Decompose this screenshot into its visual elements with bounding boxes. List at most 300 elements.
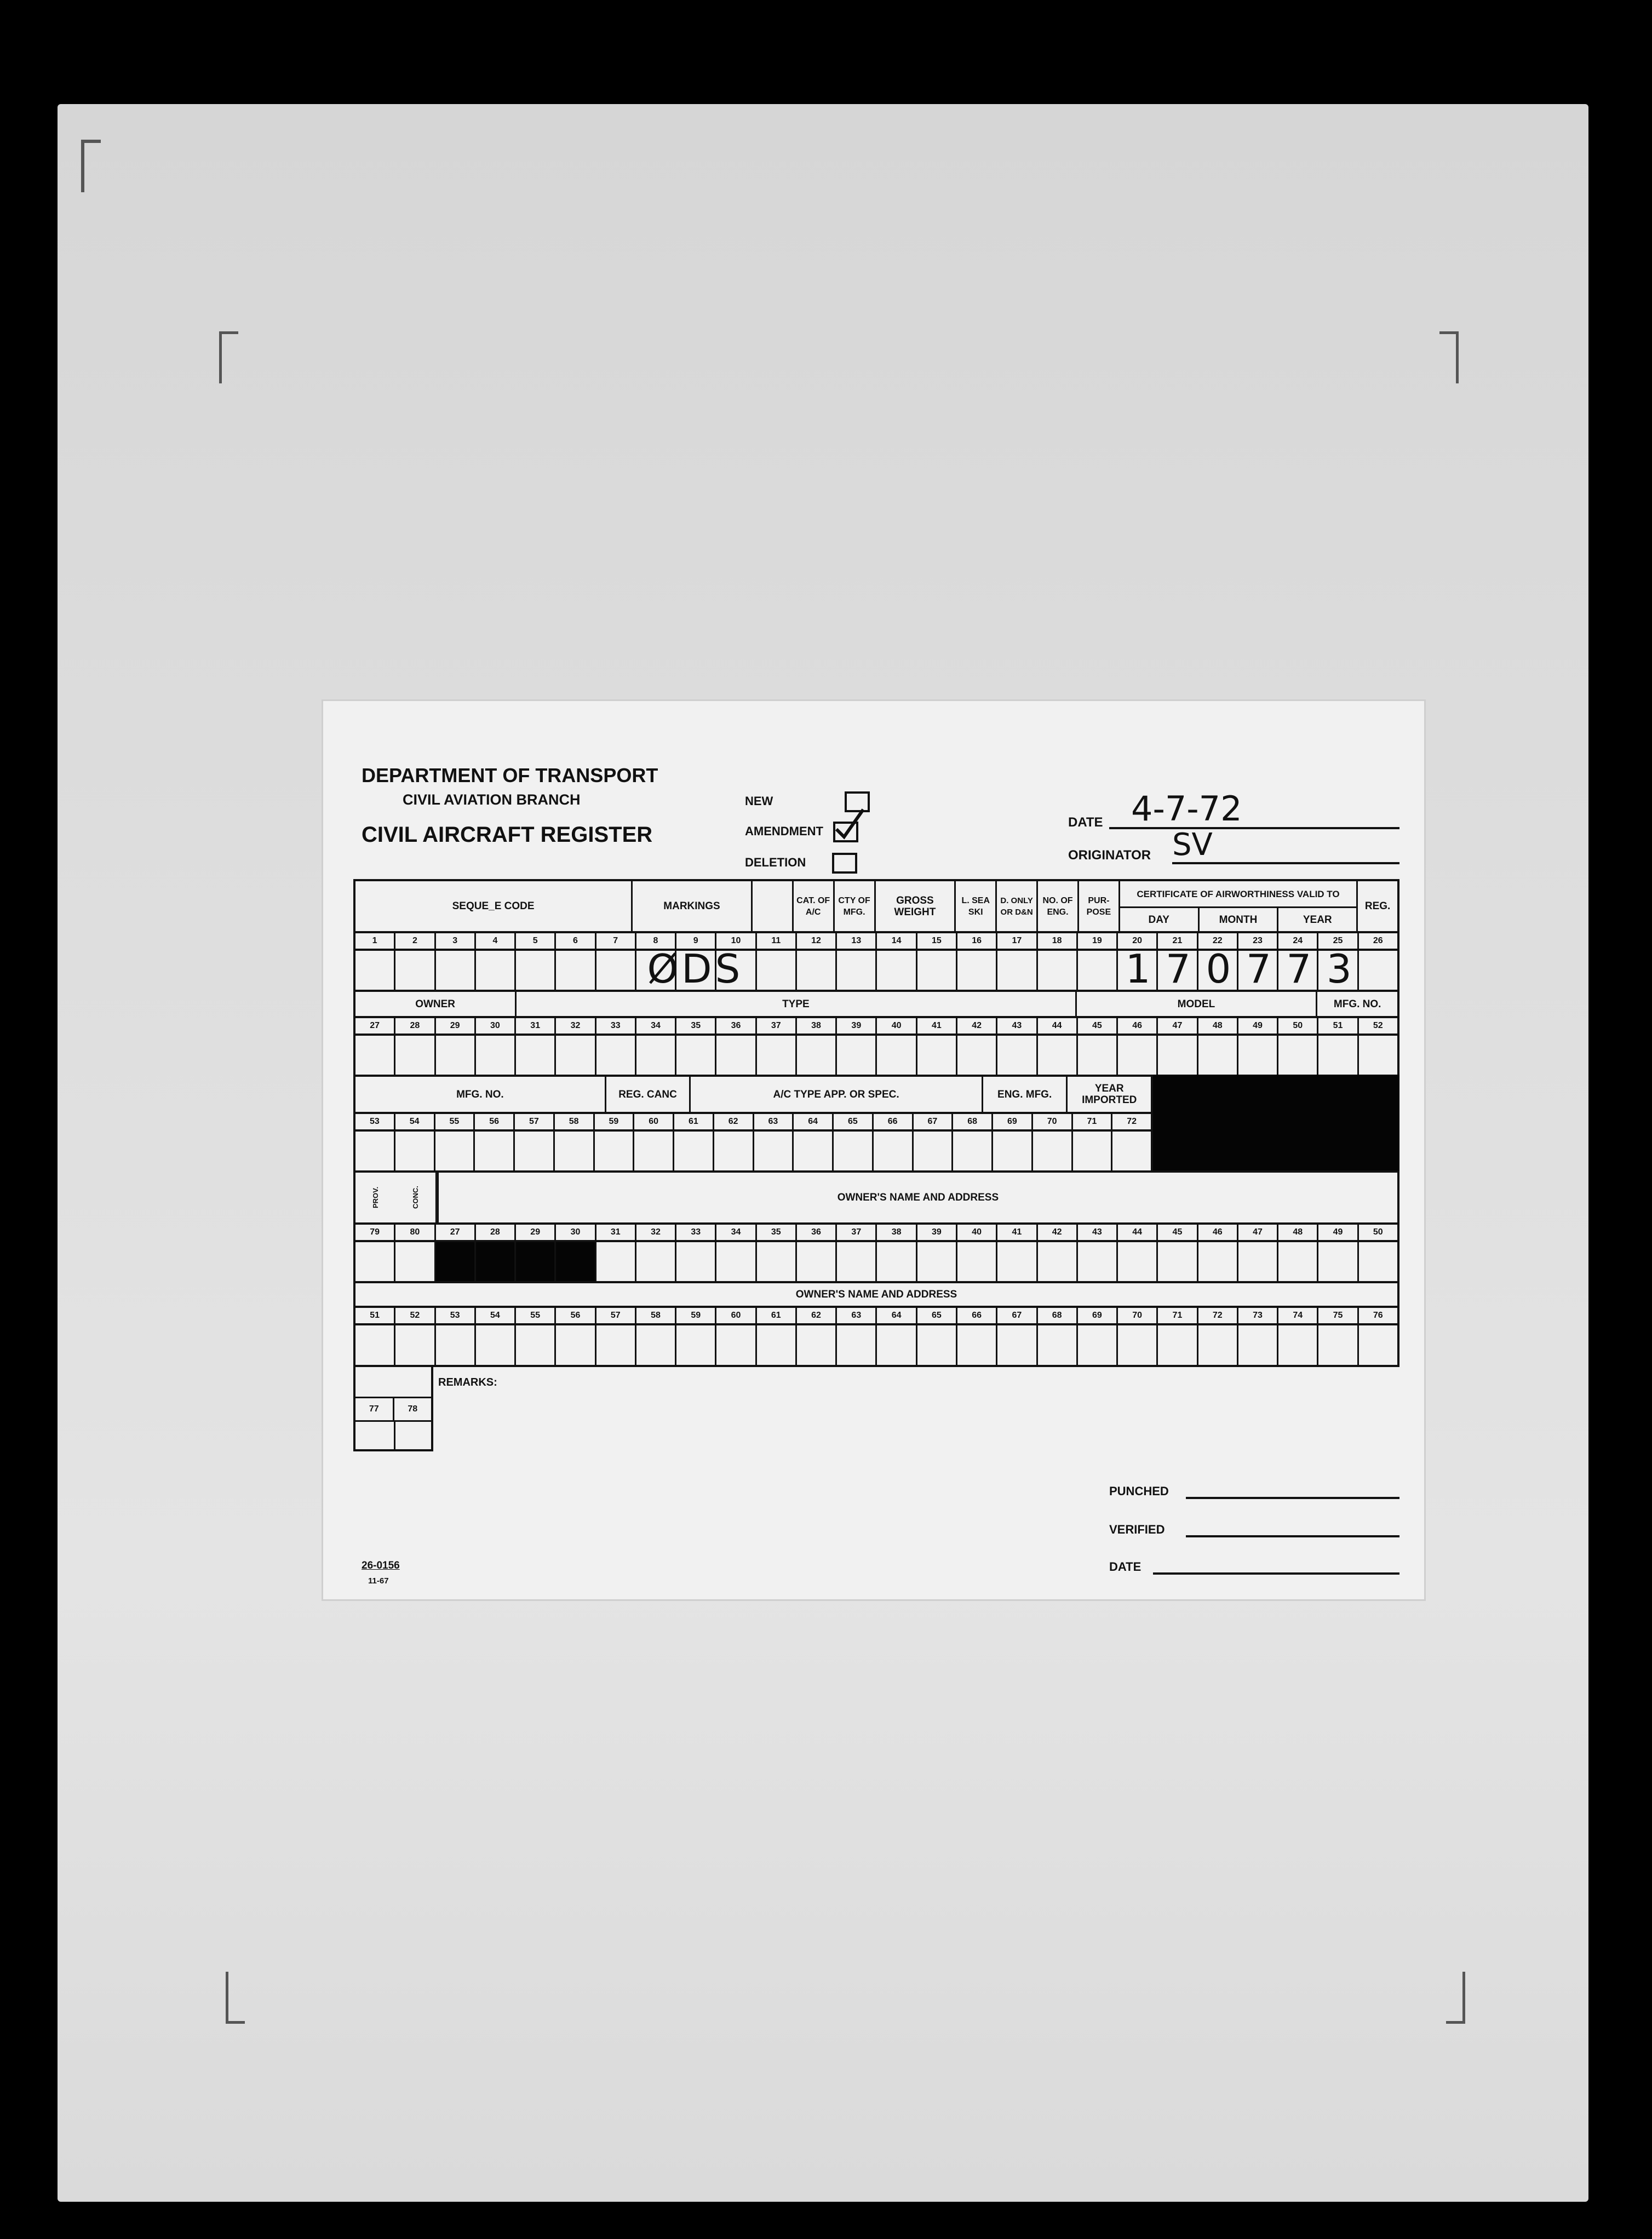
col-number-38: 38	[795, 1018, 835, 1034]
col-number-32: 32	[554, 1018, 594, 1034]
col-number-40: 40	[875, 1018, 915, 1034]
blacked-out-block	[1153, 1075, 1399, 1170]
punched-line[interactable]	[1186, 1482, 1399, 1499]
col-number-43: 43	[1076, 1225, 1116, 1240]
row4-entry-18[interactable]	[1036, 1242, 1076, 1281]
row3-entry-20[interactable]	[1111, 1132, 1151, 1170]
purpose-header: PUR-POSE	[1077, 881, 1118, 931]
remarks-num-77: 77	[369, 1404, 379, 1414]
row5-entry-9[interactable]	[675, 1325, 715, 1365]
date2-line[interactable]	[1153, 1557, 1399, 1575]
col-number-45: 45	[1156, 1225, 1196, 1240]
col-number-10: 10	[715, 933, 755, 949]
col-number-29: 29	[514, 1225, 554, 1240]
month-header: MONTH	[1198, 908, 1277, 931]
row2-entry-13[interactable]	[835, 1036, 875, 1075]
col-number-33: 33	[675, 1225, 715, 1240]
row5-entry-3[interactable]	[434, 1325, 474, 1365]
row2-entry-22[interactable]	[1197, 1036, 1237, 1075]
col-number-12: 12	[795, 933, 835, 949]
form-date: 11-67	[368, 1576, 389, 1586]
col-number-32: 32	[635, 1225, 675, 1240]
row5-entry-26[interactable]	[1357, 1325, 1397, 1365]
col-number-39: 39	[916, 1225, 956, 1240]
col-number-79: 79	[370, 1227, 380, 1237]
row2-entry-17[interactable]	[996, 1036, 1036, 1075]
row5-entry-25[interactable]	[1317, 1325, 1357, 1365]
certificate-digit: 7	[1286, 946, 1312, 992]
col-number-54: 54	[474, 1308, 514, 1323]
col-number-42: 42	[1036, 1225, 1076, 1240]
row2-entry-24[interactable]	[1277, 1036, 1317, 1075]
col-number-63: 63	[753, 1114, 793, 1129]
row2-entry-20[interactable]	[1116, 1036, 1156, 1075]
row3-entry-19[interactable]	[1071, 1132, 1111, 1170]
row2-entry-3[interactable]	[434, 1036, 474, 1075]
no-eng-header: NO. OF ENG.	[1036, 881, 1077, 931]
row2-entry-7[interactable]	[595, 1036, 635, 1075]
col-number-54: 54	[394, 1114, 434, 1129]
sequence-code-header: SEQUE_E CODE	[452, 900, 535, 912]
col-number-25: 25	[1317, 933, 1357, 949]
col-number-69: 69	[1076, 1308, 1116, 1323]
col-number-36: 36	[795, 1225, 835, 1240]
col-number-58: 58	[635, 1308, 675, 1323]
row2-entry-8[interactable]	[635, 1036, 675, 1075]
row4-entry-8[interactable]	[635, 1242, 675, 1281]
certificate-title: CERTIFICATE OF AIRWORTHINESS VALID TO	[1120, 881, 1356, 908]
row3-entry-18[interactable]	[1031, 1132, 1071, 1170]
col-number-61: 61	[673, 1114, 713, 1129]
col-number-43: 43	[996, 1018, 1036, 1034]
col-number-27: 27	[434, 1225, 474, 1240]
row1-entry-11[interactable]	[755, 951, 795, 990]
row3-entry-4[interactable]	[473, 1132, 513, 1170]
row4-entry-7[interactable]	[595, 1242, 635, 1281]
row3-entry-12[interactable]	[792, 1132, 832, 1170]
col-number-56: 56	[554, 1308, 594, 1323]
col-number-51: 51	[1317, 1018, 1357, 1034]
row1-entry-3[interactable]	[434, 951, 474, 990]
row1-entry-19[interactable]	[1076, 951, 1116, 990]
col-number-35: 35	[675, 1018, 715, 1034]
col-number-46: 46	[1197, 1225, 1237, 1240]
row4-entry-11[interactable]	[755, 1242, 795, 1281]
row4-entry-3[interactable]	[434, 1242, 474, 1281]
row2-entries	[353, 1034, 1399, 1075]
row5-entry-6[interactable]	[554, 1325, 594, 1365]
col-number-44: 44	[1116, 1225, 1156, 1240]
row4-entry-4[interactable]	[474, 1242, 514, 1281]
deletion-checkbox-row[interactable]	[745, 853, 857, 874]
col-number-37: 37	[835, 1225, 875, 1240]
amendment-label: AMENDMENT	[745, 824, 823, 838]
certificate-value	[1118, 946, 1360, 992]
new-label: NEW	[745, 794, 773, 808]
amendment-checkbox-row[interactable]	[745, 822, 858, 842]
col-number-46: 46	[1116, 1018, 1156, 1034]
row3-entry-17[interactable]	[991, 1132, 1031, 1170]
col-number-18: 18	[1036, 933, 1076, 949]
col-number-64: 64	[875, 1308, 915, 1323]
col-number-60: 60	[633, 1114, 673, 1129]
col-number-28: 28	[474, 1225, 514, 1240]
row1-entry-26[interactable]	[1357, 951, 1397, 990]
row1-entry-5[interactable]	[514, 951, 554, 990]
col-number-47: 47	[1237, 1225, 1277, 1240]
row4-entry-9[interactable]	[675, 1242, 715, 1281]
register-grid	[353, 879, 1399, 1451]
row5-entry-11[interactable]	[755, 1325, 795, 1365]
crop-mark-inner-bottom-left	[226, 1972, 245, 2024]
col-number-55: 55	[514, 1308, 554, 1323]
eng-mfg-header: ENG. MFG.	[982, 1077, 1066, 1112]
row4-entry-16[interactable]	[956, 1242, 996, 1281]
row5-entry-23[interactable]	[1237, 1325, 1277, 1365]
col-number-50: 50	[1277, 1018, 1317, 1034]
row4-entry-22[interactable]	[1197, 1242, 1237, 1281]
col-number-2: 2	[394, 933, 434, 949]
col-number-20: 20	[1116, 933, 1156, 949]
row3-entry-3[interactable]	[434, 1132, 474, 1170]
col-number-4: 4	[474, 933, 514, 949]
col-number-3: 3	[434, 933, 474, 949]
row4-entry-19[interactable]	[1076, 1242, 1116, 1281]
originator-label: ORIGINATOR	[1068, 848, 1151, 863]
row3-entry-2[interactable]	[394, 1132, 434, 1170]
col-number-17: 17	[996, 933, 1036, 949]
col-number-26: 26	[1357, 933, 1397, 949]
col-number-7: 7	[595, 933, 635, 949]
row2-entry-23[interactable]	[1237, 1036, 1277, 1075]
row4-entry-21[interactable]	[1156, 1242, 1196, 1281]
col-number-27: 27	[370, 1021, 380, 1030]
col-number-59: 59	[675, 1308, 715, 1323]
row2-entry-19[interactable]	[1076, 1036, 1116, 1075]
row5-entry-7[interactable]	[595, 1325, 635, 1365]
row5-entry-16[interactable]	[956, 1325, 996, 1365]
gross-weight-header: GROSS WEIGHT	[874, 881, 955, 931]
row3-entry-5[interactable]	[513, 1132, 553, 1170]
row1-entry-17[interactable]	[996, 951, 1036, 990]
row3-entry-16[interactable]	[951, 1132, 991, 1170]
row2-entry-4[interactable]	[474, 1036, 514, 1075]
col-number-59: 59	[593, 1114, 633, 1129]
row2-entry-12[interactable]	[795, 1036, 835, 1075]
row2-entry-9[interactable]	[675, 1036, 715, 1075]
row5-entry-20[interactable]	[1116, 1325, 1156, 1365]
col-number-52: 52	[394, 1308, 434, 1323]
row5-entry-5[interactable]	[514, 1325, 554, 1365]
row5-entry-15[interactable]	[916, 1325, 956, 1365]
col-number-48: 48	[1277, 1225, 1317, 1240]
row1-entry-16[interactable]	[956, 951, 996, 990]
row5-entry-1[interactable]	[355, 1325, 394, 1365]
branch-title: CIVIL AVIATION BRANCH	[403, 791, 581, 808]
col-number-33: 33	[595, 1018, 635, 1034]
col-number-70: 70	[1031, 1114, 1071, 1129]
col-number-6: 6	[554, 933, 594, 949]
row4-entry-17[interactable]	[996, 1242, 1036, 1281]
row4-entry-20[interactable]	[1116, 1242, 1156, 1281]
col-number-19: 19	[1076, 933, 1116, 949]
col-number-71: 71	[1071, 1114, 1111, 1129]
col-number-65: 65	[832, 1114, 872, 1129]
col-number-72: 72	[1197, 1308, 1237, 1323]
day-night-header: D. ONLY OR D&N	[995, 881, 1036, 931]
col-number-63: 63	[835, 1308, 875, 1323]
col-number-38: 38	[875, 1225, 915, 1240]
row4-entry-23[interactable]	[1237, 1242, 1277, 1281]
year-header: YEAR	[1277, 908, 1356, 931]
row3-entry-11[interactable]	[753, 1132, 793, 1170]
col-number-55: 55	[434, 1114, 474, 1129]
col-number-66: 66	[956, 1308, 996, 1323]
col-number-24: 24	[1277, 933, 1317, 949]
col-number-71: 71	[1156, 1308, 1196, 1323]
markings-header: MARKINGS	[631, 881, 751, 931]
col-number-13: 13	[835, 933, 875, 949]
crop-mark-top-left	[81, 140, 101, 192]
year-imported-header: YEAR IMPORTED	[1066, 1077, 1151, 1112]
row2-entry-11[interactable]	[755, 1036, 795, 1075]
col-number-76: 76	[1357, 1308, 1397, 1323]
col-number-67: 67	[996, 1308, 1036, 1323]
row4-entry-25[interactable]	[1317, 1242, 1357, 1281]
row3-numbers	[353, 1112, 1153, 1129]
verified-line[interactable]	[1186, 1520, 1399, 1537]
col-number-31: 31	[595, 1225, 635, 1240]
remarks-label: REMARKS:	[438, 1376, 497, 1388]
col-number-39: 39	[835, 1018, 875, 1034]
col-number-11: 11	[755, 933, 795, 949]
remarks-numbers	[355, 1397, 431, 1422]
row3-entry-6[interactable]	[553, 1132, 593, 1170]
owner-name-address-header: OWNER'S NAME AND ADDRESS	[437, 1173, 1397, 1222]
col-number-65: 65	[916, 1308, 956, 1323]
col-number-5: 5	[514, 933, 554, 949]
row4-entries	[353, 1240, 1399, 1281]
amendment-checkbox[interactable]	[833, 822, 858, 842]
row2-entry-15[interactable]	[916, 1036, 956, 1075]
row1-entry-2[interactable]	[394, 951, 434, 990]
row1-entry-6[interactable]	[554, 951, 594, 990]
owner-name-address-header-2: OWNER'S NAME AND ADDRESS	[795, 1289, 957, 1300]
row1-entry-15[interactable]	[916, 951, 956, 990]
row4-entry-6[interactable]	[554, 1242, 594, 1281]
col-number-14: 14	[875, 933, 915, 949]
col-number-41: 41	[916, 1018, 956, 1034]
row5-entry-17[interactable]	[996, 1325, 1036, 1365]
row2-entry-2[interactable]	[394, 1036, 434, 1075]
certificate-subheaders	[1120, 908, 1356, 931]
col-number-75: 75	[1317, 1308, 1357, 1323]
model-header: MODEL	[1075, 992, 1316, 1016]
col-number-51: 51	[370, 1311, 380, 1320]
row2-entry-26[interactable]	[1357, 1036, 1397, 1075]
row3-entry-14[interactable]	[872, 1132, 912, 1170]
certificate-digit: 1	[1125, 946, 1151, 992]
col-number-60: 60	[715, 1308, 755, 1323]
row4-numbers	[353, 1222, 1399, 1240]
row2-entry-1[interactable]	[355, 1036, 394, 1075]
row3-header	[353, 1075, 1153, 1112]
row5-header	[353, 1281, 1399, 1306]
col-number-28: 28	[394, 1018, 434, 1034]
certificate-digit: 7	[1166, 946, 1191, 992]
col-number-49: 49	[1237, 1018, 1277, 1034]
row3-entry-10[interactable]	[713, 1132, 753, 1170]
col-number-29: 29	[434, 1018, 474, 1034]
row4-entry-5[interactable]	[514, 1242, 554, 1281]
row5-entry-21[interactable]	[1156, 1325, 1196, 1365]
punched-label: PUNCHED	[1109, 1484, 1169, 1498]
row4-entry-15[interactable]	[916, 1242, 956, 1281]
row3-entry-15[interactable]	[912, 1132, 952, 1170]
form-number: 26-0156	[362, 1560, 400, 1571]
row2-entry-21[interactable]	[1156, 1036, 1196, 1075]
row2-entry-5[interactable]	[514, 1036, 554, 1075]
blank-header-11	[751, 881, 792, 931]
col-number-53: 53	[434, 1308, 474, 1323]
col-number-68: 68	[951, 1114, 991, 1129]
col-number-62: 62	[713, 1114, 753, 1129]
col-number-58: 58	[553, 1114, 593, 1129]
col-number-37: 37	[755, 1018, 795, 1034]
row1-entry-7[interactable]	[595, 951, 635, 990]
col-number-8: 8	[635, 933, 675, 949]
date-label: DATE	[1068, 815, 1103, 830]
row3-entry-7[interactable]	[593, 1132, 633, 1170]
col-number-62: 62	[795, 1308, 835, 1323]
col-number-41: 41	[996, 1225, 1036, 1240]
row4-entry-14[interactable]	[875, 1242, 915, 1281]
reg-header: REG.	[1356, 881, 1397, 931]
row5-entry-8[interactable]	[635, 1325, 675, 1365]
col-number-49: 49	[1317, 1225, 1357, 1240]
row3-entry-1[interactable]	[355, 1132, 394, 1170]
row2-entry-25[interactable]	[1317, 1036, 1357, 1075]
col-number-56: 56	[473, 1114, 513, 1129]
row3-entries	[353, 1129, 1153, 1170]
mfg-no-header-2: MFG. NO.	[456, 1088, 504, 1100]
row2-header	[353, 990, 1399, 1016]
sea-ski-header: L. SEA SKI	[954, 881, 995, 931]
row2-entry-14[interactable]	[875, 1036, 915, 1075]
row3-entry-13[interactable]	[832, 1132, 872, 1170]
col-number-72: 72	[1111, 1114, 1151, 1129]
row2-entry-6[interactable]	[554, 1036, 594, 1075]
remarks-num-78: 78	[393, 1398, 432, 1420]
department-title: DEPARTMENT OF TRANSPORT	[362, 764, 658, 786]
row4-entry-2[interactable]	[394, 1242, 434, 1281]
row4-header	[353, 1170, 1399, 1222]
row1-entry-1[interactable]	[355, 951, 394, 990]
conc-header: CONC.	[395, 1173, 437, 1222]
deletion-label: DELETION	[745, 855, 806, 869]
register-title: CIVIL AIRCRAFT REGISTER	[362, 823, 653, 847]
originator-value: SV	[1172, 827, 1213, 863]
row4-entry-24[interactable]	[1277, 1242, 1317, 1281]
col-number-50: 50	[1357, 1225, 1397, 1240]
crop-mark-inner-top-left	[219, 331, 238, 383]
row5-entry-19[interactable]	[1076, 1325, 1116, 1365]
cty-header: CTY OF MFG.	[833, 881, 874, 931]
remarks-divider	[394, 1420, 395, 1449]
row5-entry-14[interactable]	[875, 1325, 915, 1365]
col-number-47: 47	[1156, 1018, 1196, 1034]
row1-entry-14[interactable]	[875, 951, 915, 990]
col-number-21: 21	[1156, 933, 1196, 949]
verified-label: VERIFIED	[1109, 1523, 1165, 1536]
row4-entry-12[interactable]	[795, 1242, 835, 1281]
col-number-45: 45	[1076, 1018, 1116, 1034]
row3-entry-9[interactable]	[673, 1132, 713, 1170]
row4-entry-13[interactable]	[835, 1242, 875, 1281]
col-number-16: 16	[956, 933, 996, 949]
owner-header: OWNER	[415, 998, 456, 1010]
certificate-digit: 7	[1246, 946, 1271, 992]
row5-entry-4[interactable]	[474, 1325, 514, 1365]
row2-entry-18[interactable]	[1036, 1036, 1076, 1075]
row4-entry-1[interactable]	[355, 1242, 394, 1281]
col-number-34: 34	[635, 1018, 675, 1034]
checkmark-icon	[833, 807, 866, 840]
row3-entry-8[interactable]	[633, 1132, 673, 1170]
row1-entry-18[interactable]	[1036, 951, 1076, 990]
row5-entry-10[interactable]	[715, 1325, 755, 1365]
col-number-42: 42	[956, 1018, 996, 1034]
col-number-69: 69	[991, 1114, 1031, 1129]
col-number-64: 64	[792, 1114, 832, 1129]
row5-entry-12[interactable]	[795, 1325, 835, 1365]
row5-entries	[353, 1323, 1399, 1367]
certificate-digit: 3	[1326, 946, 1352, 992]
row4-entry-26[interactable]	[1357, 1242, 1397, 1281]
row1-entry-12[interactable]	[795, 951, 835, 990]
row5-entry-24[interactable]	[1277, 1325, 1317, 1365]
crop-mark-inner-bottom-right	[1446, 1972, 1465, 2024]
col-number-1: 1	[372, 936, 377, 945]
col-number-73: 73	[1237, 1308, 1277, 1323]
row2-entry-16[interactable]	[956, 1036, 996, 1075]
certificate-digit: 0	[1206, 946, 1231, 992]
row4-entry-10[interactable]	[715, 1242, 755, 1281]
row5-entry-2[interactable]	[394, 1325, 434, 1365]
col-number-9: 9	[675, 933, 715, 949]
row1-entry-4[interactable]	[474, 951, 514, 990]
markings-value: ØDS	[647, 946, 744, 992]
row5-entry-22[interactable]	[1197, 1325, 1237, 1365]
row1-entry-13[interactable]	[835, 951, 875, 990]
col-number-22: 22	[1197, 933, 1237, 949]
col-number-34: 34	[715, 1225, 755, 1240]
row5-entry-18[interactable]	[1036, 1325, 1076, 1365]
col-number-67: 67	[912, 1114, 952, 1129]
row5-numbers	[353, 1306, 1399, 1323]
col-number-57: 57	[595, 1308, 635, 1323]
deletion-checkbox[interactable]	[832, 853, 857, 874]
col-number-36: 36	[715, 1018, 755, 1034]
row2-entry-10[interactable]	[715, 1036, 755, 1075]
col-number-35: 35	[755, 1225, 795, 1240]
col-number-53: 53	[369, 1117, 380, 1126]
col-number-40: 40	[956, 1225, 996, 1240]
row5-entry-13[interactable]	[835, 1325, 875, 1365]
col-number-52: 52	[1357, 1018, 1397, 1034]
remarks-box	[353, 1367, 433, 1451]
reg-canc-header: REG. CANC	[605, 1077, 690, 1112]
